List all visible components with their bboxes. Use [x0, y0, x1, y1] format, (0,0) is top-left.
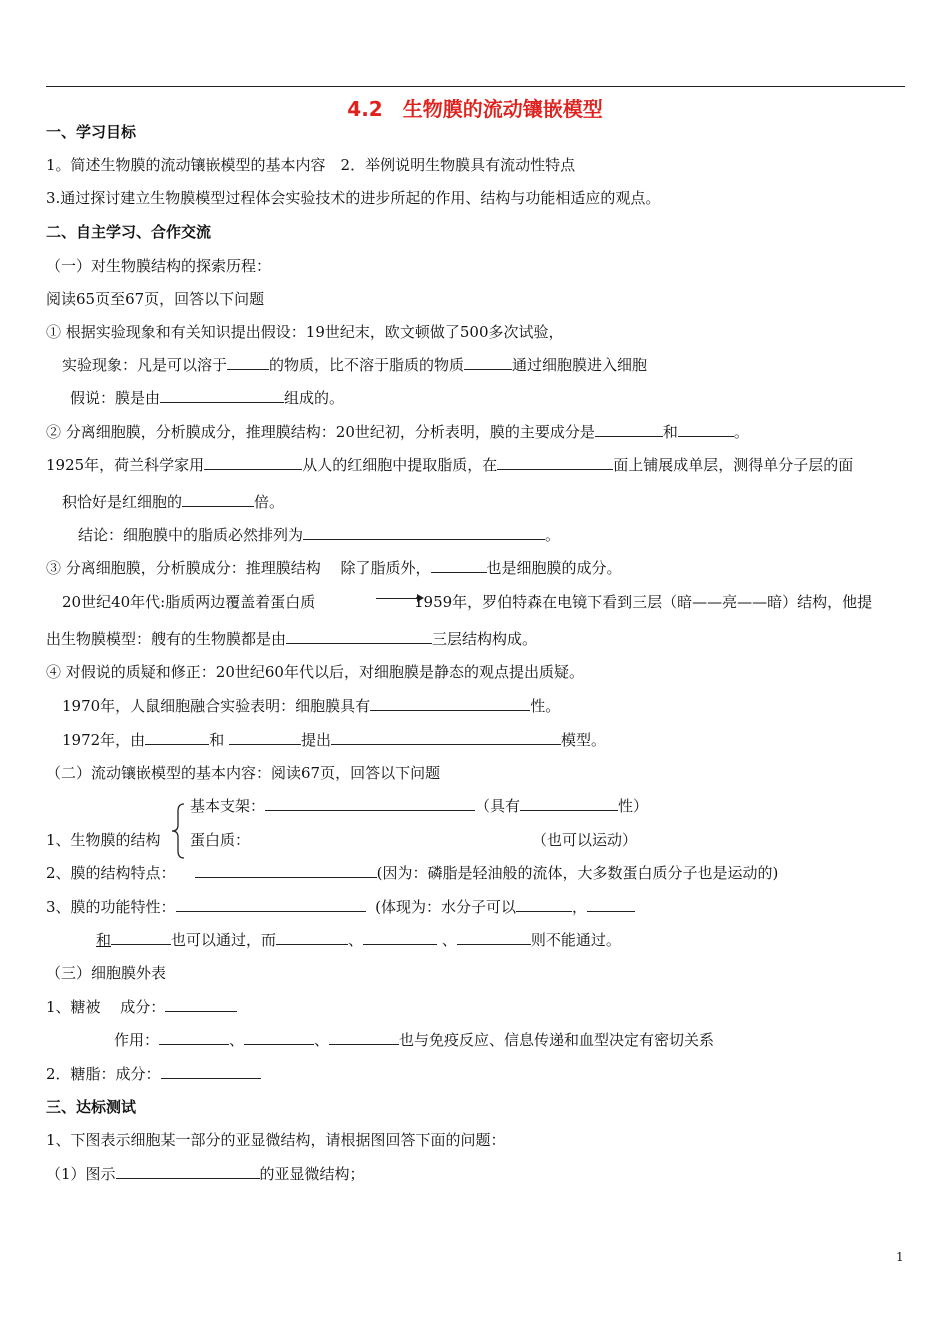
text: 和	[209, 731, 225, 749]
text: 的物质，比不溶于脂质的物质	[269, 356, 465, 374]
question-3-1940s: 20世纪40年代:脂质两边覆盖着蛋白质	[62, 593, 316, 611]
question-2-conclusion	[78, 525, 560, 545]
section-heading-self-study: 二、自主学习、合作交流	[46, 223, 212, 241]
blank[interactable]	[497, 455, 613, 470]
text: 、	[314, 1031, 330, 1049]
text: 也可以通过，而	[171, 931, 277, 949]
text: 1970年，人鼠细胞融合实验表明：细胞膜具有	[62, 697, 371, 715]
blank[interactable]	[195, 863, 377, 878]
question-2	[46, 422, 749, 442]
blank[interactable]	[464, 355, 512, 370]
question-1-phenomenon	[62, 355, 647, 375]
test-question-1-1	[46, 1164, 365, 1184]
text: 和	[96, 931, 112, 949]
test-question-1: 1、下图表示细胞某一部分的亚显微结构，请根据图回答下面的问题：	[46, 1131, 506, 1149]
text: （具有	[475, 797, 521, 815]
text: 1972年，由	[62, 731, 146, 749]
text: 3、膜的功能特性：	[46, 898, 176, 916]
text: 也是细胞膜的成分。	[486, 559, 622, 577]
blank[interactable]	[303, 525, 545, 540]
section-heading-goals: 一、学习目标	[46, 123, 137, 141]
question-1-hypothesis	[70, 388, 344, 408]
text: 实验现象：凡是可以溶于	[62, 356, 228, 374]
text: 、	[229, 1031, 245, 1049]
text: 和	[662, 423, 678, 441]
blank[interactable]	[176, 897, 366, 912]
question-2-area	[62, 492, 284, 512]
blank[interactable]	[116, 1164, 260, 1179]
text: 2、膜的结构特点：	[46, 864, 176, 882]
question-3-model	[46, 629, 537, 649]
text: ，	[571, 898, 587, 916]
blank[interactable]	[161, 1064, 261, 1079]
blank[interactable]	[265, 796, 475, 811]
question-3-1959: 1959年，罗伯特森在电镜下看到三层（暗——亮——暗）结构，他提	[414, 593, 873, 611]
text: 作用：	[114, 1031, 160, 1049]
question-1: ① 根据实验现象和有关知识提出假设：19世纪末，欧文顿做了500多次试验，	[46, 323, 564, 341]
blank[interactable]	[595, 422, 663, 437]
blank[interactable]	[431, 558, 487, 573]
blank[interactable]	[370, 696, 530, 711]
subsection-model: （二）流动镶嵌模型的基本内容：阅读67页，回答以下问题	[46, 764, 441, 782]
text: 也与免疫反应、信息传递和血型决定有密切关系	[399, 1031, 715, 1049]
text: 结论：细胞膜中的脂质必然排列为	[78, 526, 304, 544]
text: 1、糖被 成分：	[46, 998, 166, 1016]
blank[interactable]	[229, 730, 301, 745]
structure-backbone	[190, 796, 648, 816]
blank[interactable]	[516, 897, 572, 912]
goal-line-2: 3.通过探讨建立生物膜模型过程体会实验技术的进步所起的作用、结构与功能相适应的观点。	[46, 189, 661, 207]
text: ② 分离细胞膜，分析膜成分，推理膜结构：20世纪初，分析表明，膜的主要成分是	[46, 423, 595, 441]
blank[interactable]	[204, 455, 302, 470]
text: 性）	[618, 797, 649, 815]
blank[interactable]	[363, 930, 437, 945]
text: 组成的。	[284, 389, 345, 407]
text: 积恰好是红细胞的	[62, 493, 183, 511]
blank[interactable]	[160, 388, 284, 403]
blank[interactable]	[111, 930, 171, 945]
text: 提出	[300, 731, 331, 749]
header-rule	[46, 86, 905, 87]
question-4-1972	[62, 730, 606, 750]
text: 则不能通过。	[530, 931, 621, 949]
blank[interactable]	[457, 930, 531, 945]
text: 从人的红细胞中提取脂质，在	[302, 456, 498, 474]
blank[interactable]	[182, 492, 254, 507]
page-number: 1	[896, 1250, 904, 1264]
section-heading-test: 三、达标测试	[46, 1098, 137, 1116]
blank[interactable]	[329, 1030, 399, 1045]
structure-protein-note: （也可以运动）	[532, 831, 638, 849]
subsection-history: （一）对生物膜结构的探索历程：	[46, 257, 272, 275]
question-4-1970	[62, 696, 560, 716]
question-3	[46, 558, 622, 578]
blank[interactable]	[159, 1030, 229, 1045]
structure-protein: 蛋白质：	[190, 831, 251, 849]
glycolipid-composition	[46, 1064, 261, 1084]
text: 性。	[530, 697, 561, 715]
text: 的亚显微结构；	[259, 1165, 365, 1183]
blank[interactable]	[331, 730, 561, 745]
blank[interactable]	[276, 930, 348, 945]
subsection-surface: （三）细胞膜外表	[46, 964, 167, 982]
question-2-1925	[46, 455, 853, 475]
text: 通过细胞膜进入细胞	[512, 356, 648, 374]
text: 基本支架：	[190, 797, 266, 815]
blank[interactable]	[165, 997, 237, 1012]
text: 2．糖脂：成分：	[46, 1065, 161, 1083]
text: （1）图示	[46, 1165, 116, 1183]
text: 、	[441, 931, 457, 949]
text: 1925年，荷兰科学家用	[46, 456, 205, 474]
text: 三层结构构成。	[432, 630, 538, 648]
structure-feature	[46, 863, 778, 883]
blank[interactable]	[145, 730, 209, 745]
text: 假说：膜是由	[70, 389, 161, 407]
reading-instruction: 阅读65页至67页，回答以下问题	[46, 290, 265, 308]
blank[interactable]	[286, 629, 432, 644]
text: 模型。	[561, 731, 607, 749]
page-title: 4.2 生物膜的流动镶嵌模型	[347, 97, 603, 121]
goal-line-1: 1。简述生物膜的流动镶嵌模型的基本内容 2．举例说明生物膜具有流动性特点	[46, 156, 576, 174]
text: (体现为：水分子可以	[375, 898, 516, 916]
glycocalyx-function	[114, 1030, 714, 1050]
text: 。	[545, 526, 561, 544]
text: 。	[733, 423, 749, 441]
blank[interactable]	[244, 1030, 314, 1045]
text: ③ 分离细胞膜，分析膜成分：推理膜结构 除了脂质外，	[46, 559, 431, 577]
blank[interactable]	[587, 897, 635, 912]
question-4: ④ 对假说的质疑和修正：20世纪60年代以后，对细胞膜是静态的观点提出质疑。	[46, 663, 584, 681]
blank[interactable]	[520, 796, 618, 811]
text: 倍。	[254, 493, 285, 511]
structure-label: 1、生物膜的结构	[46, 831, 161, 849]
blank[interactable]	[227, 355, 269, 370]
text: (因为：磷脂是轻油般的流体，大多数蛋白质分子也是运动的)	[376, 864, 779, 882]
function-feature-2	[96, 930, 621, 950]
text: 出生物膜模型：艘有的生物膜都是由	[46, 630, 287, 648]
brace-icon	[170, 803, 186, 859]
text: 面上铺展成单层，测得单分子层的面	[613, 456, 854, 474]
blank[interactable]	[678, 422, 734, 437]
glycocalyx-composition	[46, 997, 237, 1017]
function-feature	[46, 897, 635, 917]
arrow-icon	[376, 598, 418, 599]
text: 、	[348, 931, 364, 949]
